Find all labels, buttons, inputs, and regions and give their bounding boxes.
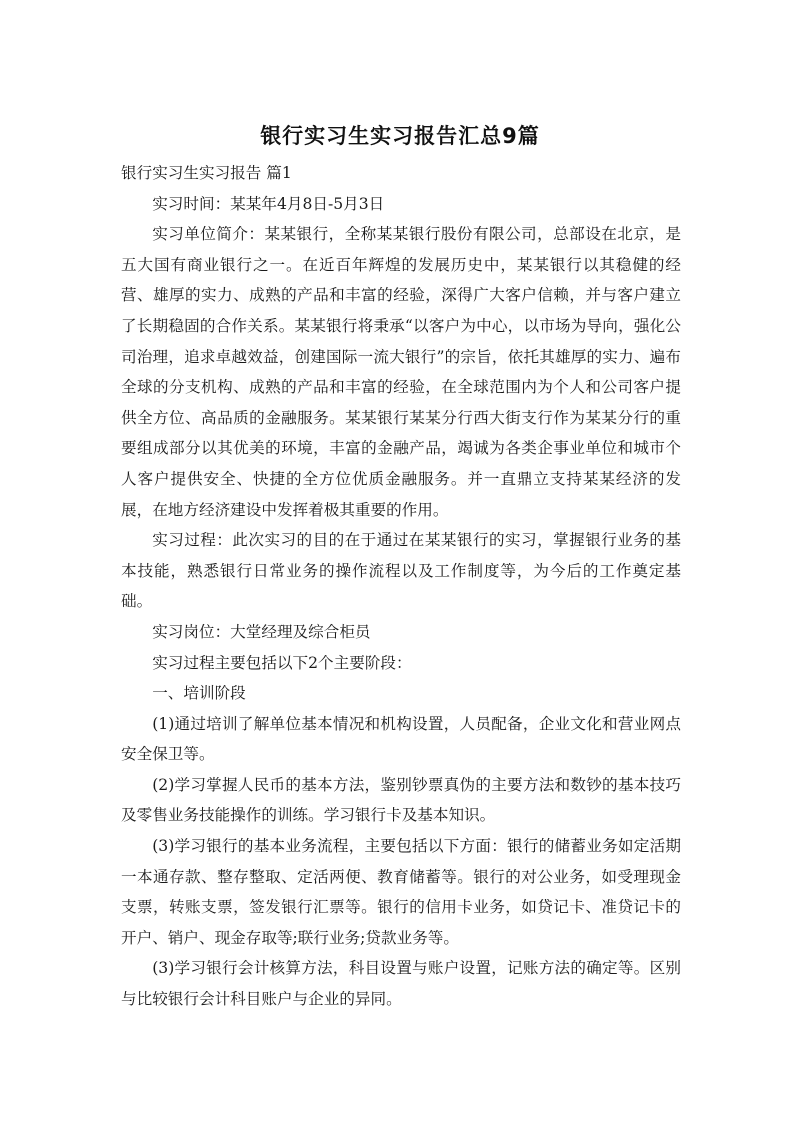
body-paragraph: 实习过程：此次实习的目的在于通过在某某银行的实习，掌握银行业务的基本技能，熟悉银行日常业务的操作流程以及工作制度等，为今后的工作奠定基础。 — [121, 531, 681, 611]
document-title: 银行实习生实习报告汇总9篇 — [260, 124, 540, 148]
section-heading: 银行实习生实习报告 篇1 — [121, 164, 292, 182]
body-paragraph: 一、培训阶段 — [152, 684, 246, 703]
body-paragraph: 实习时间：某某年4月8日-5月3日 — [152, 194, 385, 213]
body-paragraph: (3)学习银行的基本业务流程，主要包括以下方面：银行的储蓄业务如定活期一本通存款、整存整取、定活两便、教育储蓄等。银行的对公业务，如受理现金支票，转账支票，签发银行汇票等。银行的信用卡业务，如贷记卡、准贷记卡的开户、销户、现金存取等;联行业务;贷款业务等。 — [121, 837, 681, 947]
document-body — [121, 158, 681, 1015]
body-paragraph: 实习过程主要包括以下2个主要阶段： — [152, 653, 412, 672]
body-paragraph: (2)学习掌握人民币的基本方法，鉴别钞票真伪的主要方法和数钞的基本技巧及零售业务技能操作的训练。学习银行卡及基本知识。 — [121, 775, 681, 825]
body-paragraph: (1)通过培训了解单位基本情况和机构设置，人员配备，企业文化和营业网点安全保卫等。 — [121, 714, 681, 764]
body-paragraph: (3)学习银行会计核算方法，科目设置与账户设置，记账方法的确定等。区别与比较银行会计科目账户与企业的异同。 — [121, 959, 681, 1009]
body-paragraph: 实习岗位：大堂经理及综合柜员 — [152, 622, 371, 641]
body-paragraph: 实习单位简介：某某银行，全称某某银行股份有限公司，总部设在北京，是五大国有商业银行之一。在近百年辉煌的发展历史中，某某银行以其稳健的经营、雄厚的实力、成熟的产品和丰富的经验，深得广大客户信赖，并与客户建立了长期稳固的合作关系。某某银行将秉承“以客户为中心，以市场为导向，强化公司治理，追求卓越效益，创建国际一流大银行”的宗旨，依托其雄厚的实力、遍布全球的分支机构、成熟的产品和丰富的经验，在全球范围内为个人和公司客户提供全方位、高品质的金融服务。某某银行某某分行西大街支行作为某某分行的重要组成部分以其优美的环境，丰富的金融产品，竭诚为各类企事业单位和城市个人客户提供安全、快捷的全方位优质金融服务。并一直鼎立支持某某经济的发展，在地方经济建设中发挥着极其重要的作用。 — [121, 225, 681, 519]
